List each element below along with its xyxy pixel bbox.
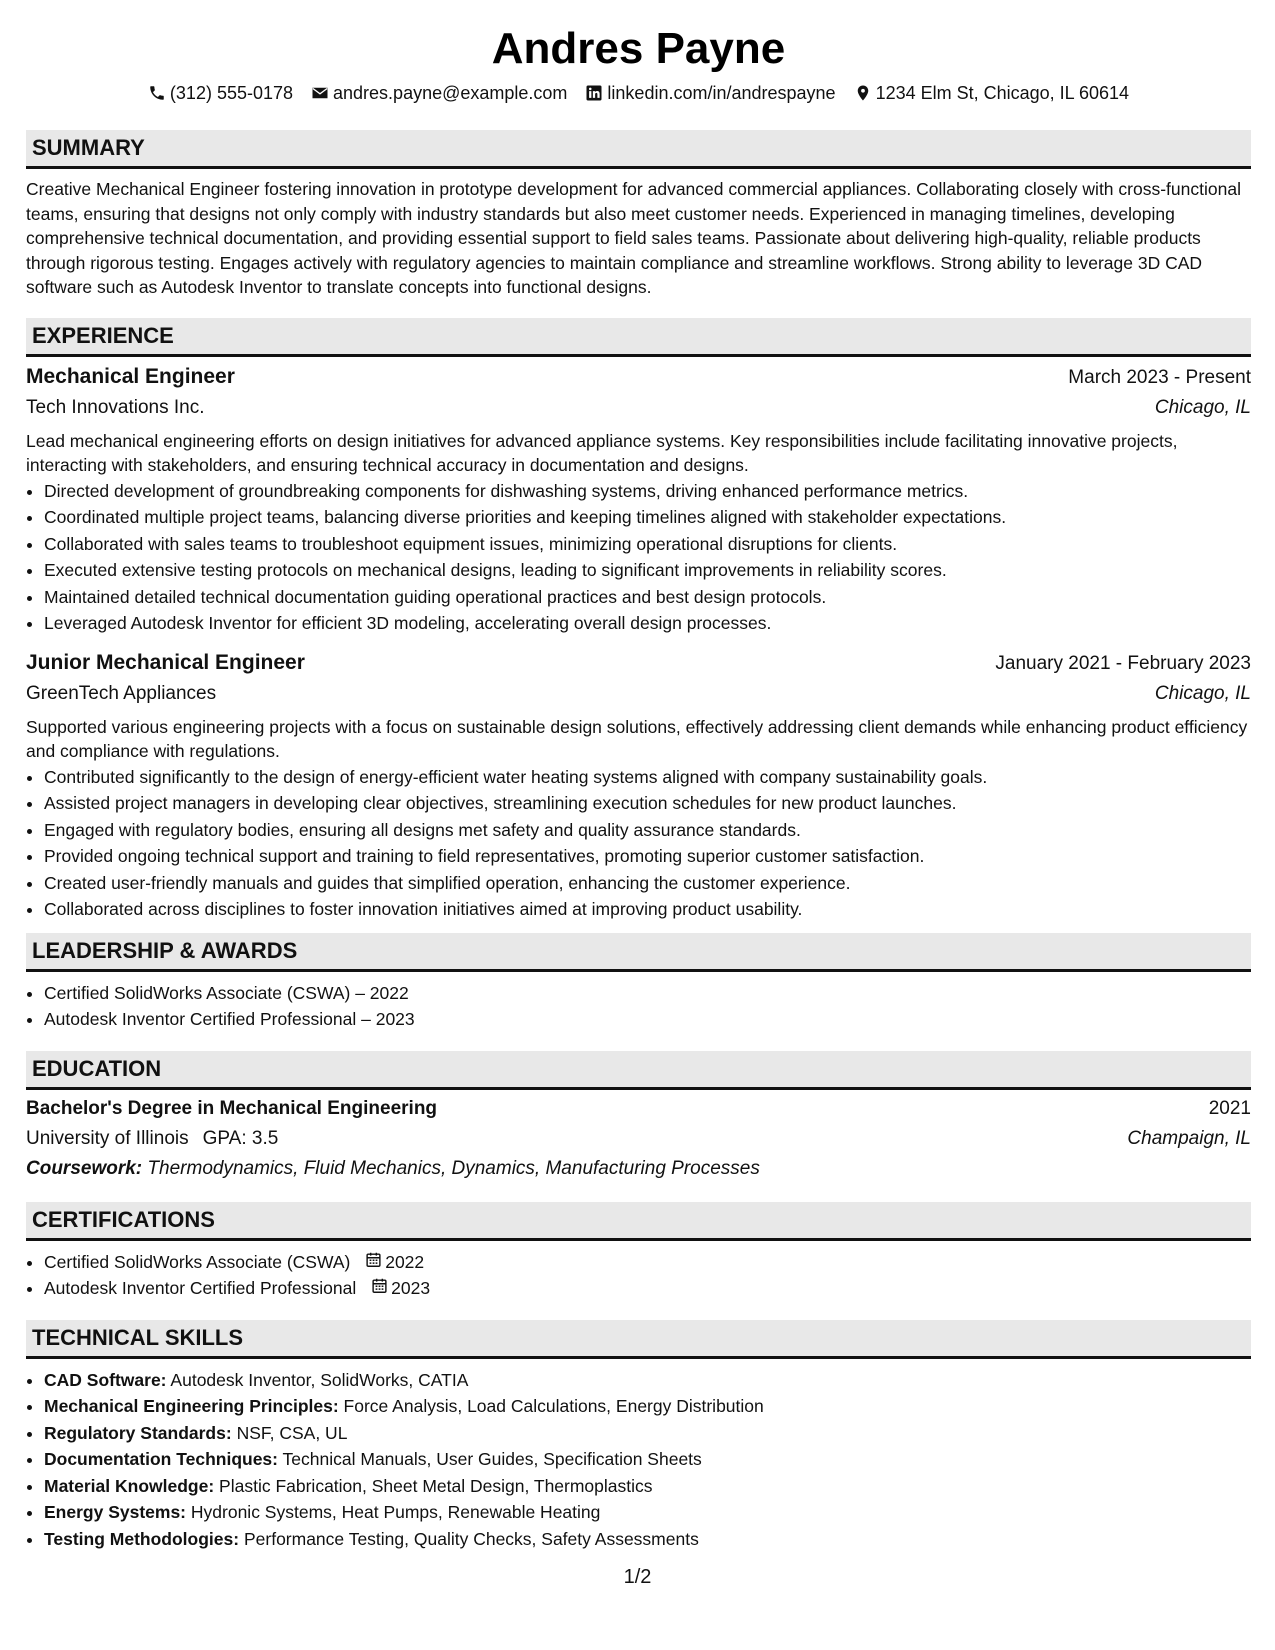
skill-value: Performance Testing, Quality Checks, Safety Assessments: [243, 1528, 699, 1549]
skill-label: Documentation Techniques:: [44, 1449, 278, 1469]
skills-list: [26, 1367, 1251, 1553]
phone-icon: [148, 84, 166, 102]
skill-label: Material Knowledge:: [44, 1475, 215, 1496]
list-item: • Collaborated across disciplines to foster innovation initiatives aimed at improving product usability.: [44, 896, 1251, 923]
email-text: andres.payne@example.com: [333, 83, 568, 103]
list-item: • Executed extensive testing protocols on mechanical designs, leading to significant improvements in reliability scores.: [44, 557, 1251, 584]
list-item: • Engaged with regulatory bodies, ensuring all designs met safety and quality assurance standards.: [44, 817, 1251, 844]
list-item: • Coordinated multiple project teams, balancing diverse priorities and keeping timelines aligned with stakeholder expectations.: [44, 504, 1251, 531]
education-heading: EDUCATION: [26, 1051, 1251, 1090]
list-item: [44, 1275, 1251, 1302]
phone-text: (312) 555-0178: [169, 83, 294, 103]
skill-value: Technical Manuals, User Guides, Specification Sheets: [282, 1449, 702, 1469]
skill-value: Plastic Fabrication, Sheet Metal Design, Thermoplastics: [219, 1475, 653, 1496]
envelope-icon: [311, 84, 329, 102]
list-item: • Assisted project managers in developing clear objectives, streamlining execution schedules for new product launches.: [44, 790, 1251, 817]
coursework-label: Coursework:: [26, 1157, 143, 1179]
list-item: [44, 1249, 1251, 1276]
list-item: [44, 1499, 1251, 1526]
contact-phone[interactable]: [148, 80, 293, 106]
skill-value: NSF, CSA, UL: [236, 1422, 348, 1443]
job-entry: [26, 361, 1251, 637]
skills-heading: TECHNICAL SKILLS: [26, 1320, 1251, 1359]
job-location: Chicago, IL: [1154, 396, 1251, 418]
list-item: • Certified SolidWorks Associate (CSWA) – 2022: [44, 980, 1251, 1007]
coursework: [26, 1154, 1251, 1184]
list-item: • Created user-friendly manuals and guides that simplified operation, enhancing the customer experience.: [44, 870, 1251, 897]
contact-bar: [26, 80, 1251, 106]
job-title: Mechanical Engineer: [26, 364, 235, 388]
address-text: 1234 Elm St, Chicago, IL 60614: [875, 83, 1130, 103]
linkedin-icon: [585, 84, 603, 102]
skill-value: Autodesk Inventor, SolidWorks, CATIA: [170, 1369, 469, 1390]
leadership-section: [26, 933, 1251, 1033]
skills-section: [26, 1320, 1251, 1553]
list-item: [44, 1367, 1251, 1394]
list-item: • Autodesk Inventor Certified Professional – 2023: [44, 1006, 1251, 1033]
linkedin-text: linkedin.com/in/andrespayne: [607, 83, 836, 103]
skill-value: Hydronic Systems, Heat Pumps, Renewable Heating: [190, 1502, 601, 1522]
certification-year: 2022: [385, 1251, 425, 1272]
calendar-icon: [365, 1249, 382, 1276]
job-entry: [26, 647, 1251, 923]
skill-label: Regulatory Standards:: [44, 1422, 232, 1443]
job-company: GreenTech Appliances: [26, 682, 217, 704]
list-item: [44, 1446, 1251, 1473]
education-section: [26, 1051, 1251, 1184]
graduation-year: 2021: [1208, 1097, 1251, 1119]
contact-email[interactable]: [311, 80, 567, 106]
job-dates: January 2021 - February 2023: [995, 652, 1251, 674]
job-description: Lead mechanical engineering efforts on design initiatives for advanced appliance systems. Key responsibilities include facilitating innovative projects, interacting with stakeholders, and ensuring technical accuracy in documentation and designs.: [26, 430, 1178, 475]
job-title: Junior Mechanical Engineer: [26, 650, 305, 674]
certifications-section: [26, 1202, 1251, 1302]
gpa: GPA: 3.5: [202, 1127, 279, 1149]
leadership-heading: LEADERSHIP & AWARDS: [26, 933, 1251, 972]
job-description: Supported various engineering projects with a focus on sustainable design solutions, effectively addressing client demands while enhancing product efficiency and compliance with regulations.: [26, 716, 1248, 761]
certifications-list: [26, 1249, 1251, 1302]
skill-label: CAD Software:: [44, 1369, 167, 1390]
calendar-icon: [371, 1275, 388, 1302]
skill-label: Mechanical Engineering Principles:: [44, 1396, 339, 1416]
school-location: Champaign, IL: [1127, 1127, 1251, 1149]
certification-name: Autodesk Inventor Certified Professional: [44, 1278, 357, 1298]
leadership-list: [26, 980, 1251, 1033]
skill-label: Testing Methodologies:: [44, 1528, 240, 1549]
list-item: • Provided ongoing technical support and training to field representatives, promoting superior customer satisfaction.: [44, 843, 1251, 870]
degree-title: Bachelor's Degree in Mechanical Engineering: [26, 1097, 438, 1119]
experience-section: [26, 318, 1251, 923]
list-item: • Contributed significantly to the design of energy-efficient water heating systems aligned with company sustainability goals.: [44, 764, 1251, 791]
summary-section: [26, 130, 1251, 300]
contact-address: [854, 80, 1130, 106]
list-item: • Leveraged Autodesk Inventor for efficient 3D modeling, accelerating overall design processes.: [44, 610, 1251, 637]
list-item: • Directed development of groundbreaking components for dishwashing systems, driving enhanced performance metrics.: [44, 478, 1251, 505]
resume-content: [26, 0, 1251, 1552]
job-company: Tech Innovations Inc.: [26, 396, 205, 418]
list-item: • Collaborated with sales teams to troubleshoot equipment issues, minimizing operational disruptions for clients.: [44, 531, 1251, 558]
candidate-name: Andres Payne: [491, 24, 786, 73]
summary-text: Creative Mechanical Engineer fostering innovation in prototype development for advanced commercial appliances. Collaborating closely with cross-functional teams, ensuring that designs not only comply with industry standards but also meet customer needs. Experienced in managing timelines, developing comprehensive technical documentation, and providing essential support to field sales teams. Passionate about delivering high-quality, reliable products through rigorous testing. Engages actively with regulatory agencies to maintain compliance and streamline workflows. Strong ability to leverage 3D CAD software such as Autodesk Inventor to translate concepts into functional designs.: [26, 179, 1241, 297]
list-item: [44, 1473, 1251, 1500]
job-location: Chicago, IL: [1154, 682, 1251, 704]
certification-name: Certified SolidWorks Associate (CSWA): [44, 1251, 351, 1272]
summary-heading: SUMMARY: [26, 130, 1251, 169]
job-dates: March 2023 - Present: [1068, 366, 1251, 388]
job-bullets: [26, 478, 1251, 637]
certifications-heading: CERTIFICATIONS: [26, 1202, 1251, 1241]
page-number: 1/2: [623, 1566, 652, 1588]
skill-value: Force Analysis, Load Calculations, Energy Distribution: [343, 1396, 764, 1416]
list-item: [44, 1420, 1251, 1447]
experience-heading: EXPERIENCE: [26, 318, 1251, 357]
coursework-list: Thermodynamics, Fluid Mechanics, Dynamics, Manufacturing Processes: [147, 1157, 760, 1179]
certification-year: 2023: [391, 1278, 431, 1298]
job-bullets: [26, 764, 1251, 923]
map-pin-icon: [854, 84, 872, 102]
list-item: [44, 1393, 1251, 1420]
contact-linkedin[interactable]: [585, 80, 835, 106]
skill-label: Energy Systems:: [44, 1502, 187, 1522]
list-item: • Maintained detailed technical documentation guiding operational practices and best design protocols.: [44, 584, 1251, 611]
list-item: [44, 1526, 1251, 1553]
school-name: University of Illinois: [26, 1127, 189, 1149]
